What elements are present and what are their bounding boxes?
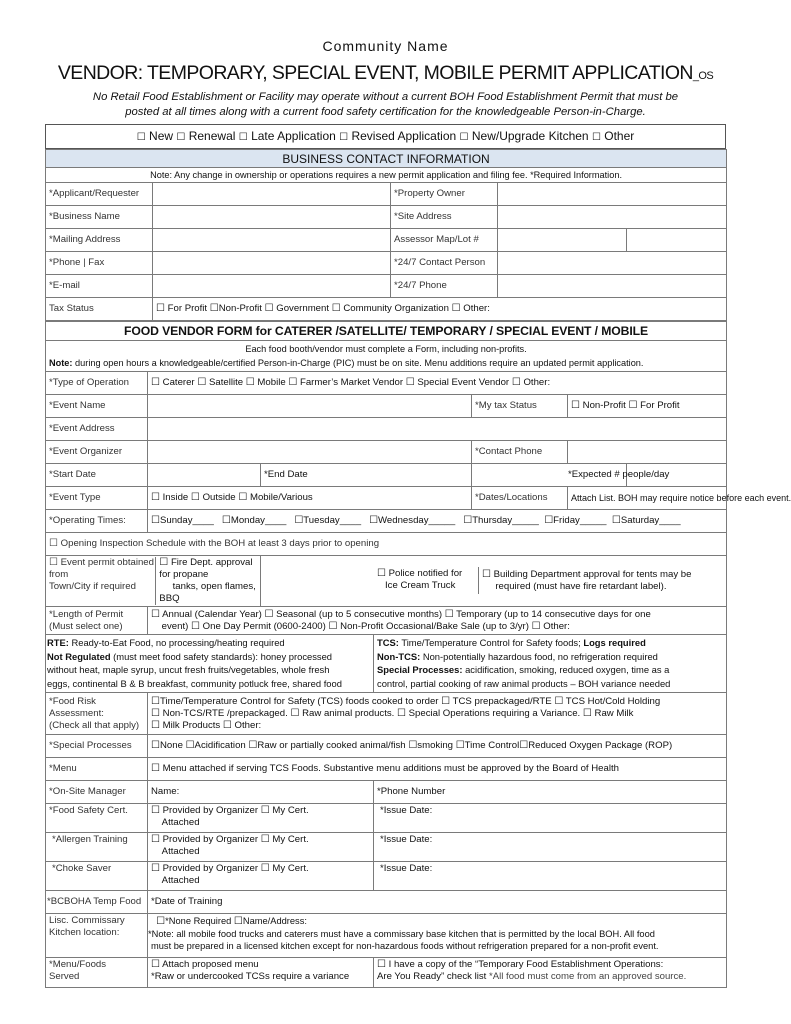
menu-foods-line: Served (49, 971, 80, 982)
form-title-text: VENDOR: TEMPORARY, SPECIAL EVENT, MOBILE PERMIT APPLICATION (57, 62, 693, 84)
allergen-options (148, 833, 374, 862)
option-label: Mobile (257, 377, 286, 388)
option-label: For Profit (640, 400, 680, 411)
checkbox-special-event-vendor[interactable]: ☐ (405, 377, 415, 388)
contact-phone-label: *Contact Phone (472, 441, 568, 464)
option-label: My Cert. (272, 863, 309, 874)
food-safety-cert-options (148, 804, 374, 833)
option-label: Reduced Oxygen Package (ROP) (528, 740, 673, 751)
option-label: Renewal (188, 129, 236, 143)
checkbox-opening-inspection[interactable]: ☐ (49, 538, 58, 549)
event-name-input[interactable] (148, 395, 472, 418)
option-label: Farmer’s Market Vendor (299, 377, 404, 388)
commissary-note: *Note: all mobile food trucks and caterers must have a commissary base kitchen that is permitted by the local BOH. All food (148, 929, 655, 939)
permit-notice (45, 90, 726, 120)
town-permit-cell (46, 556, 261, 607)
checkbox-non-profit[interactable]: ☐ (209, 303, 219, 314)
option-label: Time Control (464, 740, 520, 751)
checkbox-non-tcs[interactable]: ☐ (151, 707, 160, 719)
event-type-label: *Event Type (46, 487, 148, 510)
event-name-label: *Event Name (46, 395, 148, 418)
fire-dept-text (155, 557, 260, 605)
checkbox-special-operations[interactable]: ☐ (397, 707, 406, 719)
checkbox-acidification[interactable]: ☐ (185, 740, 195, 751)
option-label: Non-Profit (218, 303, 262, 314)
contact-phone-input[interactable] (568, 441, 727, 464)
opening-inspection-label: Opening Inspection Schedule with the BOH at least 3 days prior to opening (60, 538, 380, 549)
option-label: Time/Temperature Control for Safety (TCS) foods cooked to order (159, 695, 439, 707)
sp-text: acidification, smoking, reduced oxygen, time as a (465, 664, 670, 675)
food-vendor-notes (46, 341, 727, 372)
option-label: Are You Ready” check list (377, 971, 487, 982)
issue-date-label: *Issue Date: (380, 863, 433, 874)
option-label: Raw animal products. (302, 707, 395, 719)
checkbox-new[interactable]: ☐ (136, 132, 146, 143)
length-of-permit-label (46, 607, 148, 635)
option-label: Fire Dept. approval for propane (159, 557, 253, 580)
day-label: Thursday_____ (472, 515, 539, 526)
nontcs-text: Non-potentially hazardous food, no refrigeration required (422, 650, 658, 662)
checkbox-risk-other[interactable]: ☐ (222, 719, 232, 731)
checkbox-caterer[interactable]: ☐ (151, 377, 160, 388)
option-label: Other: (523, 377, 551, 388)
checkbox-smoking[interactable]: ☐ (408, 740, 418, 751)
commissary-details (148, 914, 727, 958)
option-label: Satellite (208, 377, 244, 388)
type-of-operation-options (148, 372, 727, 395)
phone-fax-input[interactable] (153, 252, 391, 275)
checkbox-length-other[interactable]: ☐ (531, 620, 541, 632)
rte-line (47, 636, 372, 650)
option-label: Temporary (up to 14 consecutive days for one (456, 608, 651, 620)
start-date-input[interactable] (148, 464, 261, 487)
option-label: Other: (234, 719, 262, 731)
menu-option (148, 758, 727, 781)
phone-247-label: *24/7 Phone (391, 275, 498, 298)
tax-status-options (153, 298, 727, 321)
town-permit-text (49, 557, 155, 605)
option-label: Outside (202, 492, 236, 503)
checkbox-friday[interactable]: ☐ (544, 515, 554, 526)
menu-label: *Menu (46, 758, 148, 781)
business-contact-table (45, 149, 727, 321)
tax-status-label: Tax Status (46, 298, 153, 321)
menu-foods-options (148, 958, 374, 988)
tcs-line (377, 636, 723, 650)
special-processes-label: *Special Processes (46, 735, 148, 758)
checkbox-mobile[interactable]: ☐ (245, 377, 255, 388)
checkbox-thursday[interactable]: ☐ (463, 515, 473, 526)
option-label: required (must have fire retardant label). (495, 580, 667, 592)
checkbox-mobile-various[interactable]: ☐ (238, 492, 248, 503)
checkbox-tuesday[interactable]: ☐ (294, 515, 304, 526)
checkbox-rop[interactable]: ☐ (519, 740, 529, 751)
allergen-issue-date-field[interactable] (374, 833, 727, 862)
option-label: Attach proposed menu (162, 959, 259, 970)
checkbox-fsc-my-cert[interactable]: ☐ (260, 805, 270, 816)
option-label: *None Required (165, 916, 232, 926)
risk-label-line: Assessment: (49, 707, 104, 719)
police-building-cell (261, 556, 727, 607)
allergen-training-label: *Allergen Training (46, 833, 148, 862)
checkbox-allergen-organizer[interactable]: ☐ (151, 834, 160, 845)
option-label: Attached (161, 817, 200, 828)
option-label: Special Operations requiring a Variance. (408, 707, 581, 719)
sp-text: control, partial cooking of raw animal products – BOH variance needed (377, 677, 671, 689)
checkbox-fire-dept[interactable]: ☐ (159, 557, 169, 568)
rte-text: Ready-to-Eat Food, no processing/heating required (71, 637, 285, 648)
option-label: Provided by Organizer (162, 834, 259, 845)
option-label: Acidification (194, 740, 246, 751)
option-label: TCS Hot/Cold Holding (565, 695, 661, 707)
option-label: Attached (161, 846, 200, 857)
event-organizer-input[interactable] (148, 441, 472, 464)
checkbox-bake-sale[interactable]: ☐ (328, 620, 338, 632)
option-label: Revised Application (351, 129, 457, 143)
police-building-row (261, 568, 726, 594)
option-label: Town/City if required (49, 581, 136, 592)
day-label: Saturday____ (620, 515, 681, 526)
day-label: Sunday____ (159, 515, 214, 526)
option-label: One Day Permit (0600-2400) (202, 620, 326, 632)
assessor-lot-input[interactable] (627, 229, 727, 252)
option-label: Menu attached if serving TCS Foods. Substantive menu additions must be approved by the Board of Health (162, 763, 619, 774)
checkbox-annual[interactable]: ☐ (151, 608, 160, 620)
checkbox-late-application[interactable]: ☐ (238, 132, 248, 143)
food-risk-options (148, 693, 727, 735)
option-label: Provided by Organizer (162, 863, 259, 874)
option-label: Non-TCS/RTE /prepackaged. (162, 707, 288, 719)
opening-inspection-row (46, 533, 727, 556)
my-tax-status-options (568, 395, 727, 418)
community-name: Community Name (322, 38, 449, 54)
option-label: Government (276, 303, 330, 314)
business-name-label: *Business Name (46, 206, 153, 229)
end-date-field[interactable] (261, 464, 472, 487)
checkbox-tax-other[interactable]: ☐ (451, 303, 461, 314)
checkbox-sp-none[interactable]: ☐ (151, 740, 160, 751)
checkbox-time-control[interactable]: ☐ (455, 740, 465, 751)
option-label: Raw or partially cooked animal/fish (257, 740, 406, 751)
note-label: Note: (49, 358, 73, 368)
special-processes-options (148, 735, 727, 758)
property-owner-input[interactable] (498, 183, 727, 206)
checkbox-raw-animal[interactable]: ☐ (290, 707, 300, 719)
approved-source-note: *All food must come from an approved source. (489, 971, 687, 982)
expected-people-label: *Expected # people/day (568, 469, 670, 480)
option-label: Seasonal (up to 5 consecutive months) (276, 608, 443, 620)
applicant-input[interactable] (153, 183, 391, 206)
checkbox-tcs-prepackaged[interactable]: ☐ (441, 695, 451, 707)
tcs-definitions (374, 635, 727, 693)
option-label: Community Organization (343, 303, 449, 314)
option-label: Milk Products (162, 719, 221, 731)
checklist-option (374, 958, 727, 988)
option-label: Annual (Calendar Year) (162, 608, 262, 620)
option-label: New/Upgrade Kitchen (471, 129, 589, 143)
checkbox-choke-organizer[interactable]: ☐ (151, 863, 160, 874)
email-label: *E-mail (46, 275, 153, 298)
checkbox-tcs-hot-cold[interactable]: ☐ (554, 695, 564, 707)
attach-list-note: Attach List. BOH may require notice before each event. (568, 487, 727, 510)
option-label: I have a copy of the “Temporary Food Establishment Operations: (388, 959, 664, 970)
length-label-line: *Length of Permit (49, 608, 124, 620)
issue-date-label: *Issue Date: (380, 834, 433, 845)
length-label-line: (Must select one) (49, 620, 123, 632)
dates-locations-label: *Dates/Locations (472, 487, 568, 510)
checkbox-police[interactable]: ☐ (377, 567, 386, 579)
option-label: Raw Milk (594, 707, 634, 719)
sp-line (377, 663, 723, 677)
event-address-label: *Event Address (46, 418, 148, 441)
choke-saver-label: *Choke Saver (46, 862, 148, 891)
option-label: tanks, open flames, BBQ (159, 581, 256, 604)
checkbox-milk-products[interactable]: ☐ (151, 719, 160, 731)
sp-label: Special Processes: (377, 664, 463, 675)
business-name-input[interactable] (153, 206, 391, 229)
manager-name-label: Name: (151, 786, 180, 797)
issue-date-label: *Issue Date: (380, 805, 433, 816)
permit-notice-line: No Retail Food Establishment or Facility may operate without a current BOH Food Establishment Permit that must be (92, 91, 679, 103)
checkbox-attach-menu[interactable]: ☐ (151, 959, 160, 970)
option-label: *Raw or undercooked TCSs require a variance (151, 971, 350, 982)
permit-type-options (45, 124, 726, 149)
checkbox-seasonal[interactable]: ☐ (264, 608, 274, 620)
event-organizer-label: *Event Organizer (46, 441, 148, 464)
checkbox-my-non-profit[interactable]: ☐ (571, 400, 580, 411)
checkbox-raw-milk[interactable]: ☐ (582, 707, 592, 719)
option-label: Other: (543, 620, 570, 632)
assessor-map-input[interactable] (498, 229, 627, 252)
option-label: Event permit obtained from (49, 557, 154, 580)
type-of-operation-label: *Type of Operation (46, 372, 148, 395)
property-owner-label: *Property Owner (391, 183, 498, 206)
checkbox-inside[interactable]: ☐ (151, 492, 160, 503)
choke-saver-options (148, 862, 374, 891)
tcs-label: TCS: (377, 637, 399, 648)
date-of-training-label: *Date of Training (151, 896, 223, 907)
business-note: Note: Any change in ownership or operations requires a new permit application and filing fee. *Required Information. (46, 168, 727, 183)
note-text: during open hours a knowledgeable/certified Person-in-Charge (PIC) must be on site. Menu additions require an updated permit application. (75, 358, 644, 368)
checkbox-building[interactable]: ☐ (482, 568, 491, 580)
option-label: Late Application (251, 129, 336, 143)
food-vendor-table (45, 321, 791, 988)
police-text (374, 567, 479, 594)
checkbox-new-upgrade-kitchen[interactable]: ☐ (459, 132, 469, 143)
option-label: My Cert. (272, 834, 309, 845)
mailing-address-input[interactable] (153, 229, 391, 252)
nr-line (47, 650, 372, 664)
food-note-line (49, 356, 723, 370)
option-label: New (149, 129, 174, 143)
rte-definitions (46, 635, 374, 693)
option-label: Caterer (162, 377, 195, 388)
checkbox-my-for-profit[interactable]: ☐ (628, 400, 638, 411)
menu-foods-line: *Menu/Foods (49, 959, 107, 970)
checkbox-allergen-my-cert[interactable]: ☐ (260, 834, 270, 845)
mailing-address-label: *Mailing Address (46, 229, 153, 252)
expected-people-field[interactable] (472, 464, 670, 487)
option-label: TCS prepackaged/RTE (452, 695, 552, 707)
contact-247-label: *24/7 Contact Person (391, 252, 498, 275)
day-label: Friday_____ (553, 515, 607, 526)
length-of-permit-options (148, 607, 727, 635)
checkbox-monday[interactable]: ☐ (221, 515, 231, 526)
rte-label: RTE: (47, 637, 69, 648)
option-label: Non-Profit Occasional/Bake Sale (up to 3/yr) (340, 620, 529, 632)
option-label: Inside (162, 492, 189, 503)
form-code: _OS (692, 70, 714, 82)
option-label: None (159, 740, 183, 751)
checkbox-satellite[interactable]: ☐ (197, 377, 207, 388)
option-label: For Profit (167, 303, 208, 314)
food-note-line: Each food booth/vendor must complete a Form, including non-profits. (245, 344, 527, 354)
checkbox-sunday[interactable]: ☐ (151, 515, 160, 526)
food-risk-label (46, 693, 148, 735)
option-label: Ice Cream Truck (385, 579, 456, 591)
nontcs-label: Non-TCS: (377, 650, 421, 662)
start-date-label: *Start Date (46, 464, 148, 487)
permit-notice-line: posted at all times along with a current food safety certification for the knowledgeable Person-in-Charge. (125, 106, 646, 118)
risk-label-line: *Food Risk (49, 695, 96, 707)
checkbox-for-profit[interactable]: ☐ (156, 303, 165, 314)
day-label: Wednesday_____ (378, 515, 456, 526)
option-label: Police notified for (388, 567, 463, 579)
nr-text: without heat, maple syrup, uncut fresh fruits/vegetables, whole fresh (47, 664, 330, 675)
checkbox-renewal[interactable]: ☐ (176, 132, 186, 143)
phone-247-input[interactable] (498, 275, 727, 298)
phone-fax-label: *Phone | Fax (46, 252, 153, 275)
option-label: Building Department approval for tents may be (493, 568, 692, 580)
fsc-issue-date-field[interactable] (374, 804, 727, 833)
building-text (479, 568, 694, 594)
checkbox-government[interactable]: ☐ (264, 303, 274, 314)
end-date-label: *End Date (264, 469, 308, 480)
checkbox-choke-my-cert[interactable]: ☐ (260, 863, 270, 874)
checkbox-outside[interactable]: ☐ (190, 492, 200, 503)
food-safety-cert-label: *Food Safety Cert. (46, 804, 148, 833)
checkbox-saturday[interactable]: ☐ (611, 515, 621, 526)
option-label: Attached (161, 875, 200, 886)
option-label: Non-Profit (582, 400, 626, 411)
manager-name-field[interactable] (148, 781, 374, 804)
checkbox-community-org[interactable]: ☐ (331, 303, 341, 314)
on-site-manager-label: *On-Site Manager (46, 781, 148, 804)
applicant-label: *Applicant/Requester (46, 183, 153, 206)
option-label: Other (604, 129, 635, 143)
checkbox-one-day[interactable]: ☐ (191, 620, 200, 632)
option-label: Name/Address: (242, 916, 307, 926)
checkbox-town-permit[interactable]: ☐ (49, 557, 58, 568)
my-tax-status-label: *My tax Status (472, 395, 568, 418)
nr-label: Not Regulated (47, 650, 111, 662)
contact-247-input[interactable] (498, 252, 727, 275)
checkbox-name-address[interactable]: ☐ (233, 916, 243, 927)
risk-label-line: (Check all that apply) (49, 719, 140, 731)
checkbox-farmers-market[interactable]: ☐ (288, 377, 298, 388)
option-label: Special Event Vendor (417, 377, 510, 388)
checkbox-raw-cooked[interactable]: ☐ (248, 740, 258, 751)
checkbox-temporary[interactable]: ☐ (444, 608, 454, 620)
checkbox-checklist-copy[interactable]: ☐ (377, 959, 386, 970)
commissary-label (46, 914, 148, 958)
nontcs-line (377, 650, 723, 664)
site-address-label: *Site Address (391, 206, 498, 229)
choke-issue-date-field[interactable] (374, 862, 727, 891)
commissary-label-line: Kitchen location: (49, 927, 120, 938)
manager-phone-field[interactable] (374, 781, 727, 804)
checkbox-tcs-cooked[interactable]: ☐ (151, 695, 160, 707)
operating-times-label: *Operating Times: (46, 510, 148, 533)
manager-phone-label: *Phone Number (377, 786, 446, 797)
event-address-input[interactable] (148, 418, 727, 441)
option-label: Mobile/Various (249, 492, 313, 503)
checkbox-revised-application[interactable]: ☐ (339, 132, 349, 143)
town-permit-wrap (49, 557, 260, 605)
option-label: smoking (417, 740, 454, 751)
nr-text: eggs, continental B & B breakfast, community potluck free, shared food (47, 677, 342, 689)
option-label: My Cert. (272, 805, 309, 816)
option-label: Provided by Organizer (162, 805, 259, 816)
option-label: event) (161, 620, 189, 632)
assessor-label: Assessor Map/Lot # (391, 229, 498, 252)
menu-foods-label (46, 958, 148, 988)
checkbox-menu-attached[interactable]: ☐ (151, 763, 160, 774)
operating-days (148, 510, 727, 533)
checkbox-fsc-organizer[interactable]: ☐ (151, 805, 160, 816)
bcboha-label: *BCBOHA Temp Food (46, 891, 148, 914)
business-section-heading: BUSINESS CONTACT INFORMATION (46, 150, 727, 168)
checkbox-none-required[interactable]: ☐ (156, 916, 166, 927)
day-label: Monday____ (230, 515, 287, 526)
commissary-label-line: Lisc. Commissary (49, 915, 125, 926)
form-title (45, 62, 726, 85)
checkbox-wednesday[interactable]: ☐ (369, 515, 379, 526)
food-vendor-heading: FOOD VENDOR FORM for CATERER /SATELLITE/ TEMPORARY / SPECIAL EVENT / MOBILE (46, 322, 727, 341)
site-address-input[interactable] (498, 206, 727, 229)
date-of-training-field[interactable] (148, 891, 727, 914)
event-type-options (148, 487, 472, 510)
commissary-note: must be prepared in a licensed kitchen except for non-hazardous foods without refrigeration prepared for a non-profit event. (151, 941, 659, 951)
tcs-text: Time/Temperature Control for Safety foods; (401, 637, 581, 648)
checkbox-other[interactable]: ☐ (591, 132, 601, 143)
tcs-logs: Logs required (583, 637, 646, 648)
day-label: Tuesday____ (303, 515, 362, 526)
email-input[interactable] (153, 275, 391, 298)
option-label: Other: (463, 303, 490, 314)
checkbox-type-other[interactable]: ☐ (511, 377, 521, 388)
nr-text: (must meet food safety standards): honey processed (113, 650, 333, 662)
